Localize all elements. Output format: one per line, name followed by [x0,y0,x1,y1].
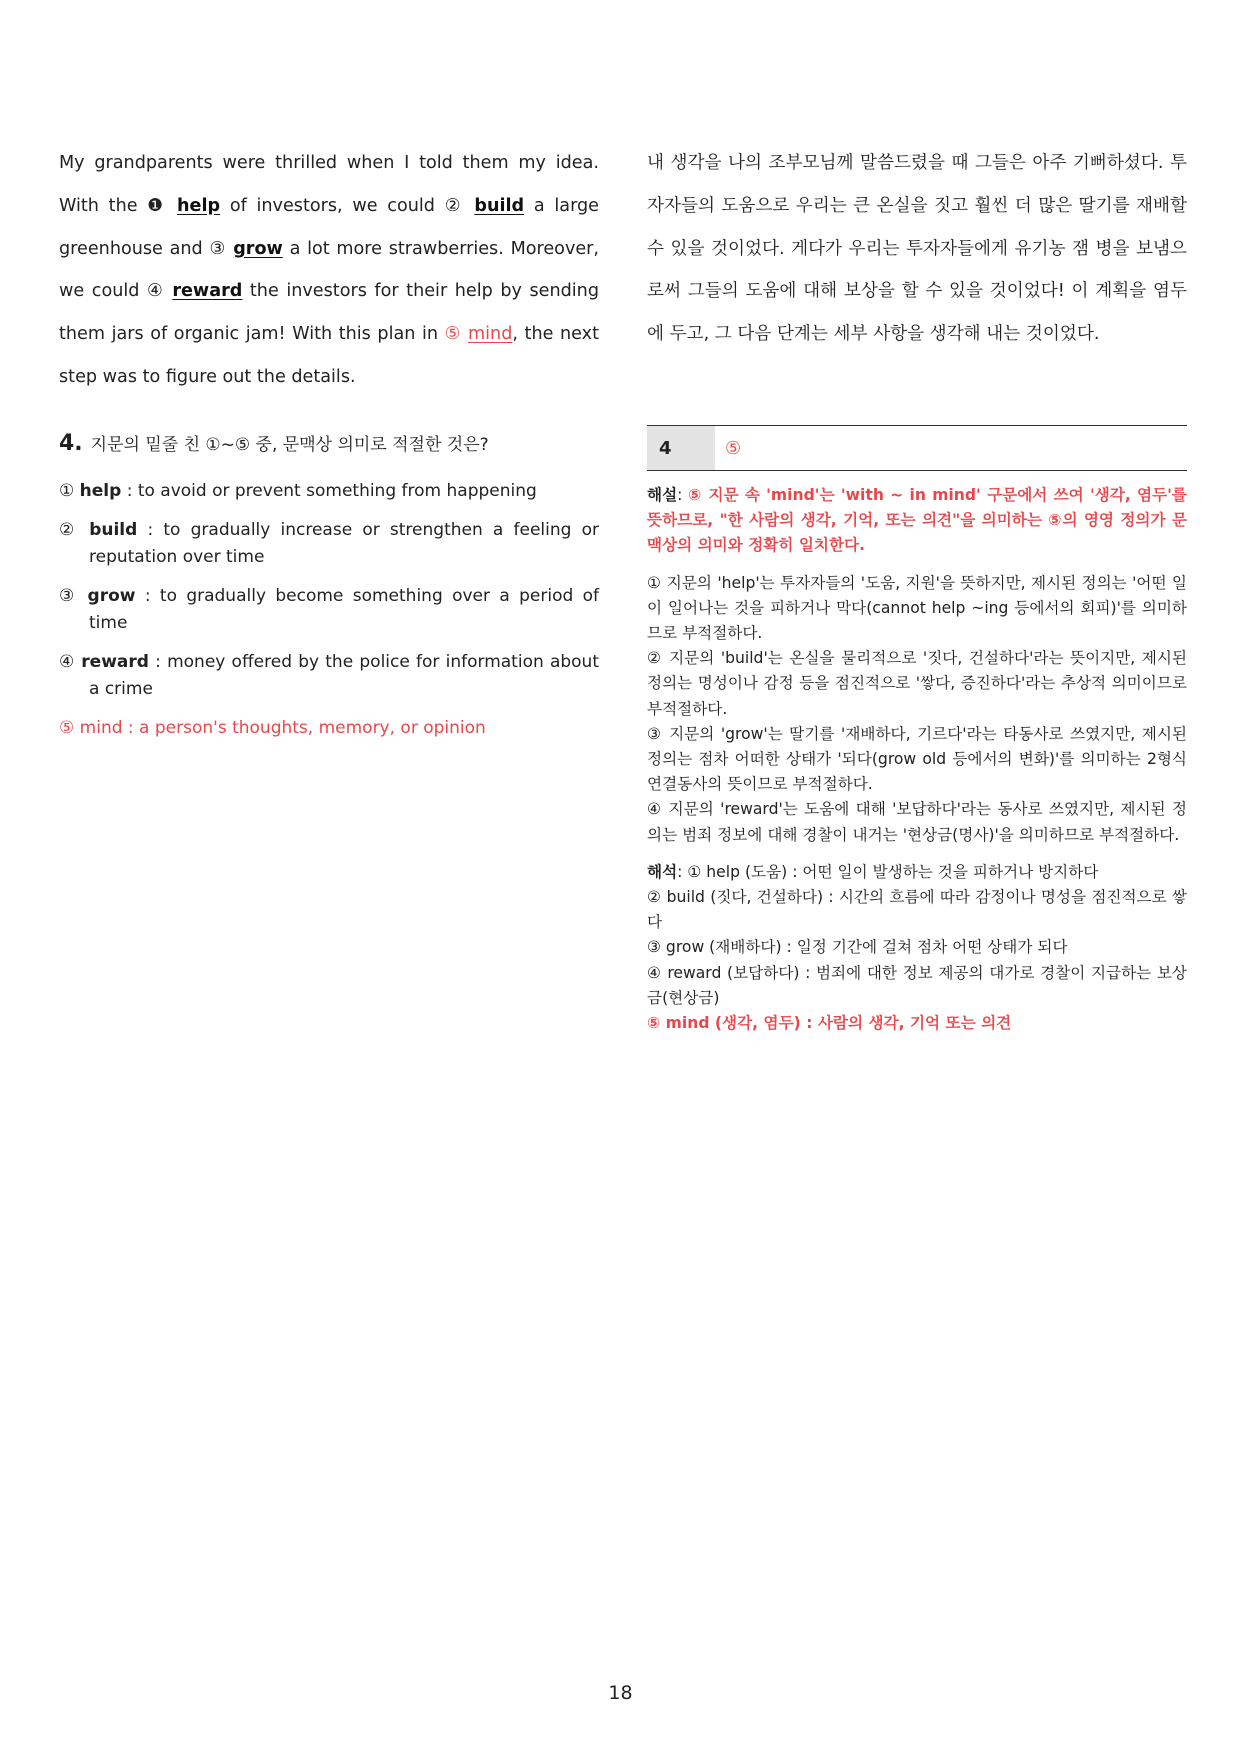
translation-4: ④ reward (보답하다) : 범죄에 대한 정보 제공의 대가로 경찰이 지급하는 보상금(현상금) [647,963,1187,1007]
option-1: ① help : to avoid or prevent something from happening [59,481,537,501]
translations: 해석: ① help (도움) : 어떤 일이 발생하는 것을 피하거나 방지하다 ② build (짓다, 건설하다) : 시간의 흐름에 따라 감정이나 명성을 점진적으로 쌓다 ③ grow (재배하다) : 일정 기간에 걸쳐 점차 어떤 상태가 되다 ④ reward (보답하다) : 범죄에 대한 정보 제공의 대가로 경찰이 지급하는 보상금(현상금) ⑤ mind (생각, 염두) : 사람의 생각, 기억 또는 의견 [647,862,1187,1033]
translation-2: ② build (짓다, 건설하다) : 시간의 흐름에 따라 감정이나 명성을 점진적으로 쌓다 [647,888,1187,932]
translation-text: 내 생각을 나의 조부모님께 말씀드렸을 때 그들은 아주 기뻐하셨다. 투자자들의 도움으로 우리는 큰 온실을 짓고 훨씬 더 많은 딸기를 재배할 수 있을 것이었다. 게다가 우리는 투자자들에게 유기농 잼 병을 보냄으로써 그들의 도움에 대해 보상을 할 수 있을 것이었다! 이 계획을 염두에 두고, 그 다음 단계는 세부 사항을 생각해 내는 것이었다. [647,153,1187,345]
marker-1: ❶ [147,195,168,216]
translation-5-correct: ⑤ mind (생각, 염두) : 사람의 생각, 기억 또는 의견 [647,1014,1012,1033]
underlined-word-reward: reward [172,281,243,302]
detail-1: ① 지문의 'help'는 투자자들의 '도움, 지원'을 뜻하지만, 제시된 정의는 '어떤 일이 일어나는 것을 피하거나 막다(cannot help ~ing 등에서의 회피)'를 의미하므로 부적절하다. [647,573,1187,643]
option-4: ④ reward : money offered by the police for information about a crime [59,652,600,699]
korean-translation [647,142,1187,356]
detail-3: ③ 지문의 'grow'는 딸기를 '재배하다, 기르다'라는 타동사로 쓰였지만, 제시된 정의는 점차 어떠한 상태가 '되다(grow old 등에서의 변화)'를 의미하는 2형식 연결동사의 뜻이므로 부적절하다. [647,724,1187,794]
question-title [59,430,599,456]
marker-4: ④ [147,281,165,302]
marker-3: ③ [209,238,227,259]
passage-text: My grandparents were thrilled when I told them my idea. With the ❶ help of investors, we could ② build a large greenhouse and ③ grow a lot more strawberries. Moreover, we could ④ reward the investors for their help by sending them jars of organic jam! With this plan in ⑤ mind, the next step was to figure out the details. [59,153,600,387]
explanation-main: 해설: ⑤ 지문 속 'mind'는 'with ~ in mind' 구문에서 쓰여 '생각, 염두'를 뜻하므로, "한 사람의 생각, 기억, 또는 의견"을 의미하는 ⑤의 영영 정의가 문맥상의 의미와 정확히 일치한다. [647,486,1187,555]
detail-2: ② 지문의 'build'는 온실을 물리적으로 '짓다, 건설하다'라는 뜻이지만, 제시된 정의는 명성이나 감정 등을 점진적으로 '쌓다, 증진하다'라는 추상적 의미이므로 부적절하다. [647,649,1187,718]
underlined-word-help: help [176,195,221,216]
answer-block [647,425,1187,1036]
page-number: 18 [608,1682,633,1704]
underlined-word-mind: mind [468,324,513,345]
question-text: 지문의 밑줄 친 ①~⑤ 중, 문맥상 의미로 적절한 것은? [90,435,489,455]
english-passage [59,142,599,399]
answer-value: ⑤ [725,437,742,459]
detail-4: ④ 지문의 'reward'는 도움에 대해 '보답하다'라는 동사로 쓰였지만, 제시된 정의는 범죄 정보에 대해 경찰이 내거는 '현상금(명사)'을 의미하므로 부적절하다. [647,800,1187,844]
marker-2: ② [444,195,465,216]
translation-1: ① help (도움) : 어떤 일이 발생하는 것을 피하거나 방지하다 [687,862,1099,881]
question-block [59,430,599,754]
option-5-correct: ⑤ mind : a person's thoughts, memory, or opinion [59,718,486,738]
underlined-word-build: build [474,195,525,216]
translation-3: ③ grow (재배하다) : 일정 기간에 걸쳐 점차 어떤 상태가 되다 [647,938,1068,957]
answer-bar [647,425,1187,471]
answer-number: 4 [647,426,715,470]
option-2: ② build : to gradually increase or strengthen a feeling or reputation over time [59,520,599,567]
option-3: ③ grow : to gradually become something over a period of time [59,586,599,633]
marker-5: ⑤ [444,324,462,345]
explanation-details [647,571,1187,848]
question-number: 4. [59,431,83,456]
underlined-word-grow: grow [233,238,283,259]
